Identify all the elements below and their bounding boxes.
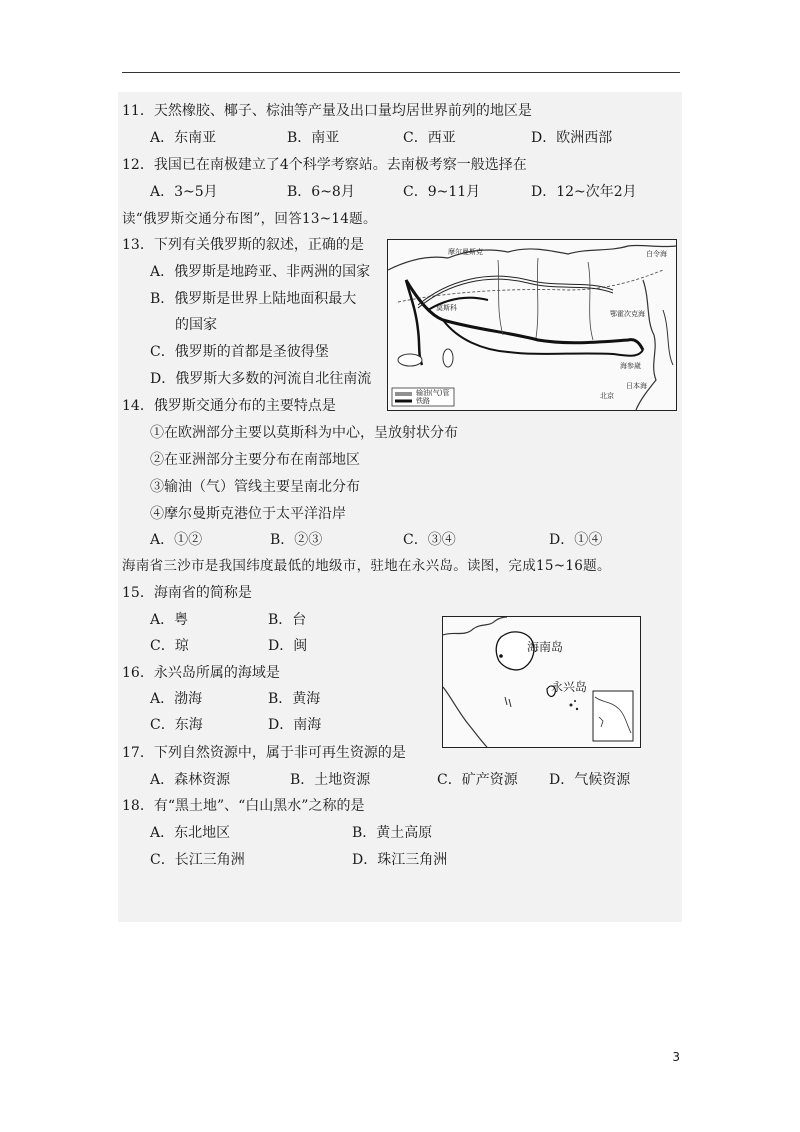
hainan-map-drawing [443,617,640,747]
q14-item-4: ④摩尔曼斯克港位于太平洋沿岸 [150,506,346,522]
q12-stem: 12．我国已在南极建立了4个科学考察站。去南极考察一般选择在 [122,157,527,173]
q18-option-a: A．东北地区 [150,825,231,841]
q12-option-c: C．9~11月 [403,184,481,200]
q15-stem: 15．海南省的简称是 [122,585,252,601]
q16-option-b: B．黄海 [268,691,321,707]
legend-pipeline: 输油(气)管 [416,389,450,397]
page-number: 3 [672,1050,680,1064]
q14-item-3: ③输油（气）管线主要呈南北分布 [150,479,360,495]
q18-option-b: B．黄土高原 [352,825,433,841]
label-moscow: 莫斯科 [436,304,457,312]
q17-option-c: C．矿产资源 [437,772,518,788]
label-beijing: 北京 [600,392,614,400]
q11-option-d: D．欧洲西部 [531,130,613,146]
q11-option-a: A．东南亚 [150,130,217,146]
q17-option-a: A．森林资源 [150,772,231,788]
label-sea-of-japan: 日本海 [626,382,647,390]
q14-item-2: ②在亚洲部分主要分布在南部地区 [150,452,360,468]
q14-option-c: C．③④ [403,532,456,548]
q14-option-b: B．②③ [270,532,323,548]
q18-stem: 18．有“黑土地”、“白山黑水”之称的是 [122,798,365,814]
header-rule [122,72,680,73]
label-vladivostok: 海参崴 [620,362,641,370]
q16-stem: 16．永兴岛所属的海域是 [122,665,280,681]
q13-option-b-cont: 的国家 [175,317,217,333]
q11-option-b: B．南亚 [287,130,340,146]
intro-13-14: 读“俄罗斯交通分布图”，回答13~14题。 [122,211,377,227]
label-okhotsk-sea: 鄂霍次克海 [610,310,645,318]
hainan-sansha-map [442,616,641,748]
q14-option-d: D．①④ [549,532,603,548]
label-hainan-island: 海南岛 [527,640,564,654]
label-murmansk: 摩尔曼斯克 [448,248,483,256]
q18-option-d: D．珠江三角洲 [352,852,448,868]
label-yongxing-island: 永兴岛 [551,680,588,694]
q14-item-1: ①在欧洲部分主要以莫斯科为中心，呈放射状分布 [150,425,458,441]
q14-stem: 14．俄罗斯交通分布的主要特点是 [122,398,336,414]
q11-option-c: C．西亚 [403,130,456,146]
q12-option-d: D．12~次年2月 [531,184,637,200]
label-bering-sea: 白令海 [646,250,667,258]
q15-option-a: A．粤 [150,612,189,628]
q13-option-c: C．俄罗斯的首都是圣彼得堡 [150,344,329,360]
q17-option-d: D．气候资源 [549,772,631,788]
q16-option-a: A．渤海 [150,691,203,707]
q17-stem: 17．下列自然资源中，属于非可再生资源的是 [122,745,406,761]
russia-transport-map [387,239,677,411]
q18-option-c: C．长江三角洲 [150,852,245,868]
q12-option-a: A．3~5月 [150,184,218,200]
q16-option-d: D．南海 [268,717,322,733]
q15-option-d: D．闽 [268,638,308,654]
legend-railway: 铁路 [416,397,430,405]
q13-option-d: D．俄罗斯大多数的河流自北往南流 [150,371,372,387]
q11-stem: 11．天然橡胶、椰子、棕油等产量及出口量均居世界前列的地区是 [122,103,532,119]
q13-stem: 13．下列有关俄罗斯的叙述，正确的是 [122,237,364,253]
q16-option-c: C．东海 [150,717,203,733]
q15-option-b: B．台 [268,612,307,628]
q17-option-b: B．土地资源 [290,772,371,788]
q13-option-b: B．俄罗斯是世界上陆地面积最大 [150,291,357,307]
q13-option-a: A．俄罗斯是地跨亚、非两洲的国家 [150,264,371,280]
q15-option-c: C．琼 [150,638,189,654]
intro-15-16: 海南省三沙市是我国纬度最低的地级市，驻地在永兴岛。读图，完成15~16题。 [122,558,611,574]
q14-option-a: A．①② [150,532,203,548]
q12-option-b: B．6~8月 [287,184,355,200]
